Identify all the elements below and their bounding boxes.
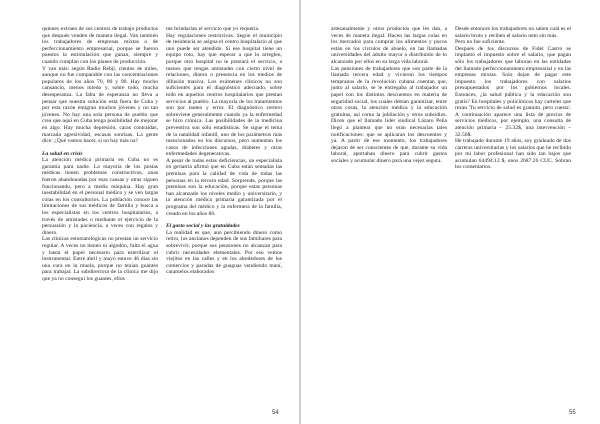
paragraph: La realidad es que, aun percibiendo dinero como retiro, los ancianos dependen de sus familiares para sobrevivir, porque sus pensiones no alcanzan para cubrir necesidades elementales. Por eso vemos viejitos en las calles y en los alrededores de los comercios y paradas de guaguas vendiendo maní, caramelos elaborados xyxy=(166,229,282,276)
right-page-column-2 xyxy=(455,26,571,171)
paragraph: quienes extraen de sus centros de trabajo productos que después venden de manera ilegal. Van también los trabajadores de empresas mixtas o de perfeccionamiento empresarial, porque se fueron puestos la estimulación que ganan, siempre y cuando cumplan con los planes de producción. xyxy=(42,26,158,65)
paragraph: Y van más: según Radio Rebji, cientos de miles, aunque no fue comparable con las concentraciones populares de los años 70, 80 y 90. Hay mucho cansancio, menos miedo y, sobre todo, mucha desesperanza. La falta de esperanza no lleva a pensar que nuestra solución está fuera de Cuba y por esta razón emigran muchos jóvenes y no tan jóvenes. No hay una sola persona de pueblo que crea que aquí en Cuba tenga posibilidad de mejorar en algo. Hay mucha depresión, caras contraídas, marcada agresividad, escasas sonrisas. La gente dice: ¿Qué vamos hacer, si no hay más na? xyxy=(42,65,158,145)
left-page-column-2 xyxy=(166,26,282,276)
right-page xyxy=(301,0,600,424)
paragraph: artesanalmente y otros productos que les dan, a veces de manera ilegal. Hacen las largas colas en los mercados para comprar los alimentos y pocos están en los círculos de abuelo, en las llamadas universidades del adulto mayor o distribuido de lo alcanzado por ellos en su larga vida laboral. xyxy=(331,26,447,65)
page-number: 54 xyxy=(272,410,279,416)
paragraph: Desde entonces los trabajadores no saben cuál es el salario bruto y reciben el salario neto sin más. xyxy=(455,26,571,39)
paragraph: La atención médica primaria en Cuba no es garantía para nadie. La mayoría de los postas médicas tienen problemas constructivos, unas fueron abandonadas por esas causas y otras siguen funcionando, pero a media máquina. Hay gran inestabilidad en el personal médico y se ven largas colas en los consultorios. La población conoce las limitaciones de sus médicos de familia y busca a los especialistas en los centros hospitalarios, a través de amistades o mediante el ejercicio de la persuasión y la paciencia, a veces con regalos y dinero. xyxy=(42,157,158,236)
right-page-column-1 xyxy=(331,26,447,164)
paragraph: Pero no fue suficiente. xyxy=(455,39,506,46)
paragraph: Después de los discursos de Fidel Castro se implantó el impuesto sobre el salario, que pagan sólo los trabajadores que laboran en las entidades del llamado perfeccionamiento empresarial y en las empresas mixtas. Solo dejan de pagar este impuesto los trabajadores con salarios presupuestados por los gobiernos locales. Entonces, ¿la salud pública y la educación son gratis? En hospitales y policlínicos hay carteles que rezan 'Tu servicio de salud es gratuito, pero cuesta'. A continuación aparece una lista de precios de servicios médicos, por ejemplo, una consulta de atención primaria – 25.32$, una intervención – 32.50$. xyxy=(455,45,571,138)
paragraph: Las clínicas estomatológicas no prestan un servicio regular. A veces no tienen ni algodón, falta el agua y hasta el papel necesario para esterilizar el instrumental. Entre abril y mayo estuve 46 días sin una cura en la muela, porque no tenían guantes para trabajar. La subdirectora de la clínica me dijo que ya no conseguí los guantes, ellos xyxy=(42,236,158,282)
paragraph: Hay regulaciones restrictivas. Según el municipio de residencia se asigna el centro hospitalario al que uno puede ser atendido. Si ese hospital tiene un equipo roto, hay que esperar a que lo arreglen, porque otro hospital no te prestará el servicio, a menos que tengas amistades con cierto nivel de relaciones, dinero o presencia en los medios de difusión masiva. Los exámenes clínicos no son suficientes para el diagnóstico adecuado, sobre todo en aquellos centros hospitalarios que prestan servicios al pueblo. La mayoría de los tratamientos son por tanteo y error. El diagnóstico certero sobreviene generalmente cuando ya la enfermedad se hizo crónica. Las posibilidades de la medicina preventiva son sólo estadísticas. Se sigue el tema de la natalidad infantil, uno de los parámetros más mencionados en los discursos, pero aumentan los casos de infecciones agudas, diabetes y otras enfermedades degenerativas. xyxy=(166,32,282,158)
section-heading: El gasto social y las gratuidades xyxy=(166,223,240,230)
left-page xyxy=(0,0,299,424)
paragraph: He trabajado durante 19 años, soy graduado de dos carreras universitarias y los salarios que he recibido por mi labor profesional han sido tan bajos que acumulan 64494.12 $, unos 2687.26 CUC. Sobran los comentarios. xyxy=(455,138,571,171)
paragraph: me brindarían el servicio que yo requería. xyxy=(166,26,260,32)
left-page-column-1 xyxy=(42,26,158,283)
page-number: 55 xyxy=(569,410,576,416)
paragraph: Las pensiones de trabajadores que son parte de la llamada tercera edad y vivieron los tiempos tempranos de la revolución cubana cuentan que, junto al salario, se le entregaba al trabajador un papel con los distintos descuentos en materia de seguridad social, los cuales debían garantizar, entre otras cosas, la atención médica y la educación gratuitas, así como la jubilación y otros subsidios. Dicen que el llamado líder sindical Lázaro Peña llegó a plantear que no eran necesarias tales notificaciones: que se aplicaran los descuentos y ya. A partir de ese momento, los trabajadores dejaron de ser conscientes de que, durante su vida laboral, aportaban dinero para cubrir gastos sociales y acumular dinero para una vejez segura. xyxy=(331,65,447,164)
section-heading: La salud en crisis xyxy=(42,150,83,157)
paragraph: A pesar de todas estas deficiencias, un especialista en geriatría afirmó que en Cuba están sentadas las premisas para la calidad de vida de todas las personas en la tercera edad. Sorprende, porque las premisas son la educación, porque estas personas han alcanzado los niveles medio y universitario, y la atención médica primaria garantizada por el programa del médico y la enfermera de la familia, creado en los años 80. xyxy=(166,157,282,217)
